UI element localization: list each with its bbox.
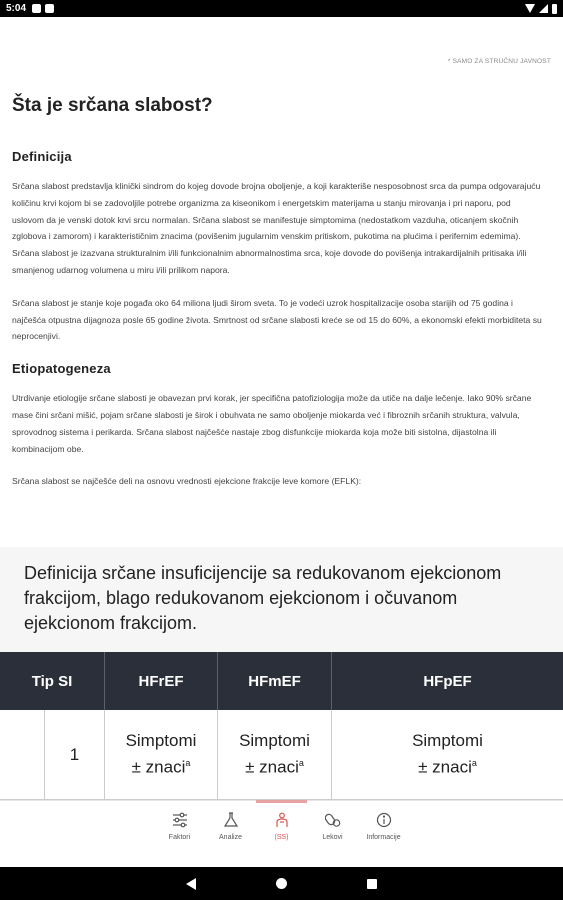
table-header-cell: HFmEF [218,652,332,710]
recents-icon[interactable] [367,879,377,889]
table-header-cell: Tip SI [0,652,105,710]
app-screen [0,17,563,867]
footnote-mark: a [471,758,477,769]
nav-label: (SS) [274,834,289,841]
cell-text: Simptomi [125,731,197,751]
status-bar [0,0,563,17]
info-icon [376,812,392,828]
table-cell [218,710,332,799]
table-cell [332,710,563,799]
table-header-row [0,652,563,710]
nav-item-informacije[interactable] [358,801,409,867]
table-caption-box [0,547,563,652]
nav-item-faktori[interactable] [154,801,205,867]
table-header-cell: HFpEF [423,672,472,690]
clock: 5:04 [6,3,27,14]
nav-label: Analize [219,834,242,841]
signal-icon [539,4,548,13]
table-row [0,710,563,800]
battery-icon [552,4,557,14]
app-notification-icon [32,4,41,13]
section-heading-etiopatogeneza: Etiopatogeneza [12,361,111,377]
page-title: Šta je srčana slabost? [12,95,213,116]
table-cell: 1 [45,710,105,799]
back-icon[interactable] [186,878,196,890]
paragraph: Srčana slabost je stanje koje pogađa oko 64 miliona ljudi širom sveta. To je vodeći uzrok hospitalizacije osoba starijih od 75 godina i najčešća otpustna dijagnoza posle 65 godine života. Smrtnost od srčane slabosti kreće se od 15 do 60%, a ekonomski efekti morbiditeta su neprocenjivi. [12,297,542,342]
nav-label: Lekovi [322,834,343,841]
footnote-mark: a [185,758,191,769]
footnote-mark: a [298,758,304,769]
system-navigation-bar [0,867,563,900]
article [12,95,545,506]
nav-item-ss[interactable] [256,801,307,867]
sd-card-icon [45,4,54,13]
nav-label: Informacije [366,834,401,841]
table-caption: Definicija srčane insuficijencije sa redukovanom ejekcionom frakcijom, blago redukovanom ejekcionom i očuvanom ejekcionom frakcijom. [24,563,502,633]
table-header-cell: HFrEF [105,652,218,710]
home-icon[interactable] [276,878,287,889]
disclaimer: * SAMO ZA STRUČNU JAVNOST [447,58,551,65]
section-heading-definicija: Definicija [12,149,72,164]
table-cell-empty [0,710,45,799]
person-icon [274,812,290,828]
pills-icon [325,812,341,828]
nav-item-analize[interactable] [205,801,256,867]
cell-text: Simptomi [239,731,310,751]
paragraph: Srčana slabost se najčešće deli na osnovu vrednosti ejekcione frakcije leve komore (EFLK): [12,476,362,487]
cell-text: ± znaci [418,757,472,777]
paragraph: Utrdivanje etiologije srčane slabosti je obavezan prvi korak, jer specifična patofiziologija može da utiče na dalje lečenje. Iako 90% srčane mase čini srčani mišić, pojam srčane slabosti je širok i obuhvata ne samo oboljenje miokarda već i fibroznih srčanih struktura, valvula, sprovodnog sistema i perikarda. Srčana slabost najčešće nastaje zbog disfunkcije miokarda koja može biti sistolna, dijastolna ili kombinacijom obe. [12,393,532,454]
wifi-icon [525,4,535,13]
cell-text: ± znaci [131,757,186,777]
nav-label: Faktori [168,834,191,841]
classification-table [0,547,563,800]
cell-text: Simptomi [412,731,483,751]
paragraph: Srčana slabost predstavlja klinički sindrom do kojeg dovode brojna oboljenje, a koji karakteriše nesposobnost srca da pumpa odgovarajuću količinu krvi kojom bi se zadovoljile potrebe organizma za kiseonikom i energetskim materijama u stanju mirovanja i pri naporu, pod uslovom da je venski dotok krvi srcu normalan. Srčana slabost se manifestuje simptomima (nedostatkom vazduha, oticanjem skočnih zglobova i zamorom) i karakterističnim znacima (povišenim jugularnim venskim pritiskom, pukotima na plućima i perifernim edemima). Srčana slabost je izazvana strukturalnim i/ili funkcionalnim abnormalnostima srca, koje dovode do povišenja intrakardijalnih pritisaka i/ili smanjenog udarnog volumena u miru i/ili prilikom napora. [12,181,541,275]
sliders-icon [172,812,188,828]
table-cell [105,710,218,799]
flask-icon [223,812,239,828]
cell-text: ± znaci [245,757,299,777]
bottom-navigation [0,800,563,867]
nav-item-lekovi[interactable] [307,801,358,867]
